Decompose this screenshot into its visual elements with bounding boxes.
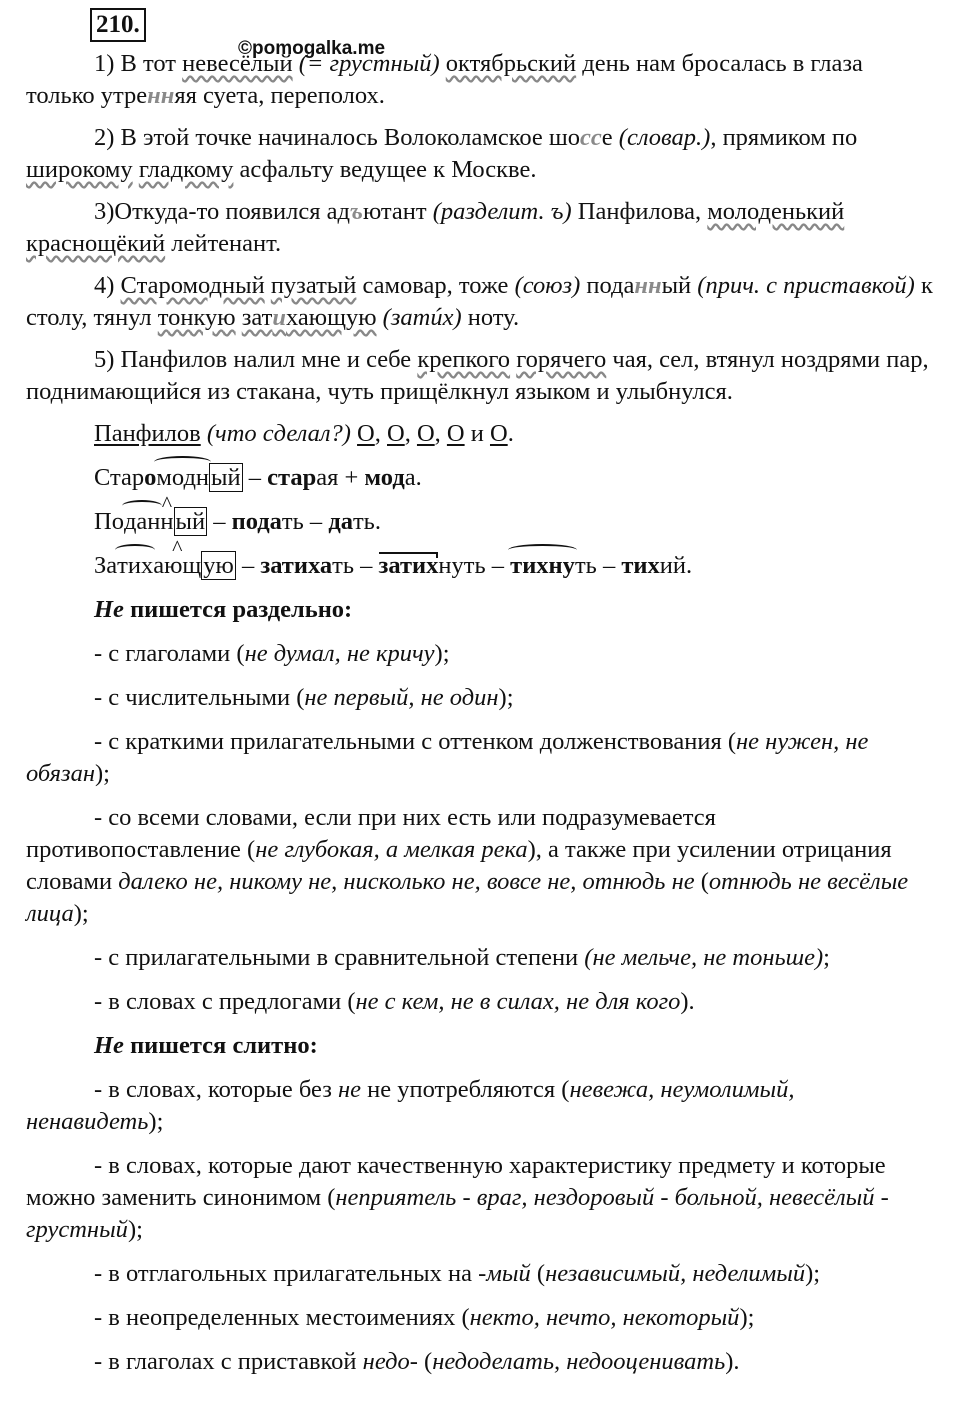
sentence-scheme: Панфилов (что сделал?) О, О, О, О и О.: [94, 420, 514, 447]
watermark: ©pomogalka.me: [238, 38, 386, 59]
rule-item: - с краткими прилагательными с оттенком долженствования (не нужен, не обязан);: [26, 728, 869, 787]
rule-item: - со всеми словами, если при них есть или подразумевается противопоставление (не глубокая, а мелкая река), а также при усилении отрицания словами далеко не, никому не, нисколько не, вовсе не, отнюдь не (отнюдь не весёлые лица);: [26, 804, 909, 927]
morpheme-analysis-3: Затих^ ающую – затихать – затихнуть – тихнуть – тихий.: [26, 550, 934, 582]
rule-heading-joined: Не пишется слитно:: [94, 1032, 318, 1059]
exercise-header: [26, 8, 934, 42]
exercise-number: 210.: [90, 8, 146, 42]
sentence-3: 3)Откуда-то появился адъютант (разделит. ъ) Панфилова, молоденький краснощёкий лейтенант.: [26, 198, 845, 257]
rule-item: - в словах с предлогами (не с кем, не в силах, не для кого).: [94, 988, 695, 1015]
rule-item: - в глаголах с приставкой недо- (недоделать, недооценивать).: [94, 1348, 740, 1375]
rule-heading-separate: Не пишется раздельно:: [94, 596, 353, 623]
morpheme-analysis-2: Подан^ ный – подать – дать.: [26, 506, 934, 538]
rule-item: - с числительными (не первый, не один);: [94, 684, 514, 711]
page: [26, 8, 934, 1390]
rule-item: - в словах, которые без не не употребляются (невежа, неумолимый, ненавидеть);: [26, 1076, 795, 1135]
sentence-2: 2) В этой точке начиналось Волоколамское шоссе (словар.), прямиком по широкому гладкому асфальту ведущее к Москве.: [26, 124, 858, 183]
rule-item: - в неопределенных местоимениях (некто, нечто, некоторый);: [94, 1304, 755, 1331]
rule-item: - с прилагательными в сравнительной степени (не мельче, не тоньше);: [94, 944, 830, 971]
rule-item: - в словах, которые дают качественную характеристику предмету и которые можно заменить синонимом (неприятель - враг, нездоровый - больной, невесёлый - грустный);: [26, 1152, 889, 1243]
sentence-1: 1) В тот невесёлый (= грустный) октябрьский день нам бросалась в глаза только утренняя суета, переполох.: [26, 50, 863, 109]
morpheme-analysis-1: Старомодный – старая + мода.: [26, 462, 934, 494]
rule-item: - с глаголами (не думал, не кричу);: [94, 640, 450, 667]
sentence-5: 5) Панфилов налил мне и себе крепкого горячего чая, сел, втянул ноздрями пар, поднимающийся из стакана, чуть прищёлкнул языком и улыбнулся.: [26, 346, 929, 405]
rule-item: - в отглагольных прилагательных на -мый (независимый, неделимый);: [94, 1260, 821, 1287]
sentence-4: 4) Старомодный пузатый самовар, тоже (союз) поданный (прич. с приставкой) к столу, тянул тонкую затихающую (затúх) ноту.: [26, 272, 933, 331]
